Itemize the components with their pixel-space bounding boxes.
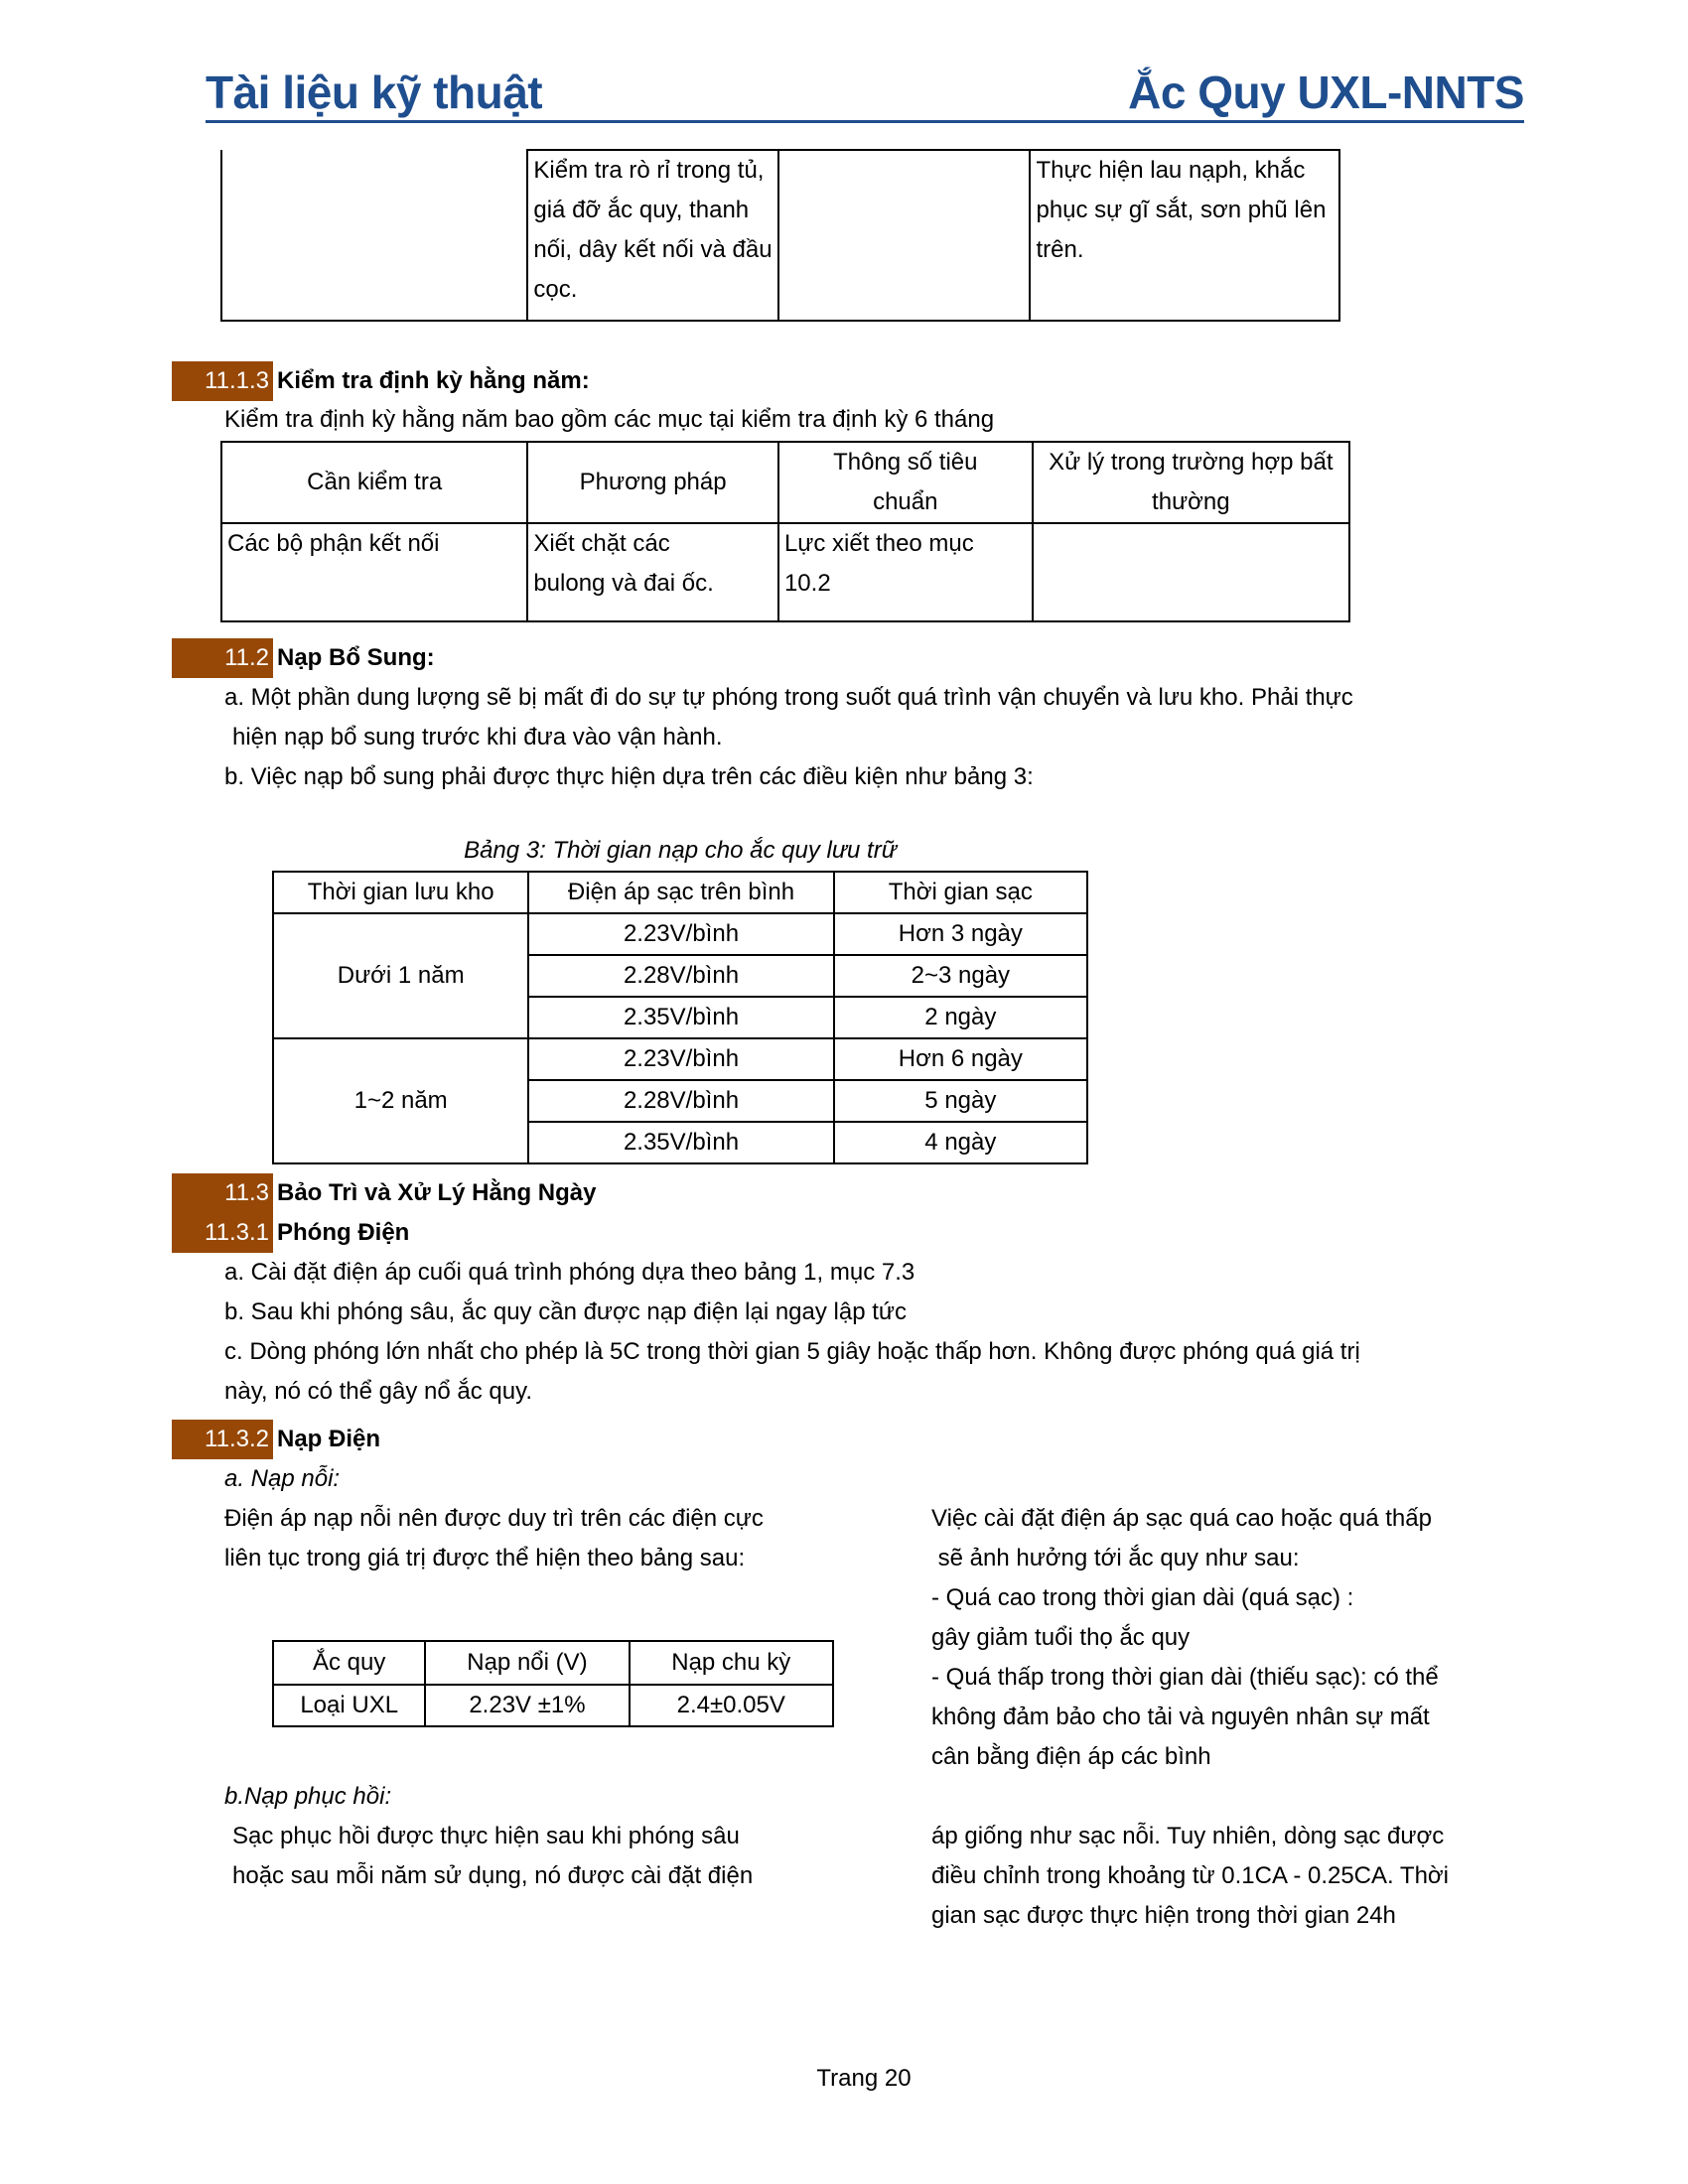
charge-time-cell: 2 ngày [834,997,1087,1038]
section-number-11-3: 11.3 [224,1179,269,1206]
table-cell: Thực hiện lau nạph, khắc phục sự gĩ sắt, sơn phũ lên trên. [1030,150,1339,321]
table-cell: Lực xiết theo mục 10.2 [778,523,1033,621]
recovery-text-right: gian sạc được thực hiện trong thời gian 24h [931,1902,1396,1929]
table-header-cell: Cần kiểm tra [221,442,527,523]
paragraph-a-line2: hiện nạp bổ sung trước khi đưa vào vận hành. [232,724,723,751]
table-header-row [273,872,1087,913]
voltage-cell: 2.35V/bình [528,997,833,1038]
float-charge-table [272,1640,834,1727]
table-row [273,1038,1087,1080]
voltage-effect-line: Việc cài đặt điện áp sạc quá cao hoặc quá thấp [931,1505,1432,1532]
table-cell: Xiết chặt các bulong và đai ốc. [527,523,778,621]
table-cell: Các bộ phận kết nối [221,523,527,621]
storage-period-cell: Dưới 1 năm [273,913,528,1038]
voltage-effect-line: - Quá cao trong thời gian dài (quá sạc) : [931,1584,1354,1611]
table-cell [1033,523,1349,621]
float-charge-heading: a. Nạp nỗi: [224,1465,341,1492]
section-intro: Kiểm tra định kỳ hằng năm bao gồm các mục tại kiểm tra định kỳ 6 tháng [224,406,995,433]
table-header-cell: Thời gian sạc [834,872,1087,913]
section-title-11-3-2: Nạp Điện [277,1426,381,1452]
voltage-cell: 2.35V/bình [528,1122,833,1163]
discharge-item-b: b. Sau khi phóng sâu, ắc quy cần được nạp điện lại ngay lập tức [224,1298,907,1325]
paragraph-b: b. Việc nạp bổ sung phải được thực hiện dựa trên các điều kiện như bảng 3: [224,763,1034,790]
doc-title-left: Tài liệu kỹ thuật [206,67,543,118]
table-header-cell: Thông số tiêu chuẩn [778,442,1033,523]
recovery-text-right: điều chỉnh trong khoảng từ 0.1CA - 0.25CA. Thời [931,1862,1450,1889]
section-title-11-2: Nạp Bổ Sung: [277,644,435,671]
storage-charge-table [272,871,1088,1164]
table-header-cell: Nạp chu kỳ [630,1641,833,1685]
recovery-charge-heading: b.Nạp phục hồi: [224,1783,392,1810]
charge-time-cell: 5 ngày [834,1080,1087,1122]
section-title-11-1-3: Kiểm tra định kỳ hằng năm: [277,367,590,394]
float-charge-text-line2: liên tục trong giá trị được thể hiện theo bảng sau: [224,1545,746,1571]
voltage-effect-line: không đảm bảo cho tải và nguyên nhân sự mất [931,1704,1430,1730]
charge-time-cell: 2~3 ngày [834,955,1087,997]
voltage-cell: 2.23V/bình [528,1038,833,1080]
voltage-cell: 2.28V/bình [528,955,833,997]
table-row [273,913,1087,955]
discharge-item-a: a. Cài đặt điện áp cuối quá trình phóng dựa theo bảng 1, mục 7.3 [224,1259,915,1286]
table-cell [221,150,527,321]
doc-title-right: Ắc Quy UXL-NNTS [1128,67,1524,118]
voltage-effect-line: gây giảm tuổi thọ ắc quy [931,1624,1191,1651]
table-row [273,1685,833,1726]
discharge-item-c-line2: này, nó có thể gây nổ ắc quy. [224,1378,532,1405]
annual-check-table [220,441,1350,622]
recovery-text-left: Sạc phục hồi được thực hiện sau khi phóng sâu [232,1823,740,1849]
table-header-row [221,442,1349,523]
table-cell [778,150,1030,321]
storage-period-cell: 1~2 năm [273,1038,528,1163]
charge-time-cell: Hơn 6 ngày [834,1038,1087,1080]
recovery-text-left: hoặc sau mỗi năm sử dụng, nó được cài đặt điện [232,1862,754,1889]
recovery-text-right: áp giống như sạc nỗi. Tuy nhiên, dòng sạc được [931,1823,1445,1849]
table-header-cell: Phương pháp [527,442,778,523]
discharge-item-c-line1: c. Dòng phóng lớn nhất cho phép là 5C trong thời gian 5 giây hoặc thấp hơn. Không được phóng quá giá trị [224,1338,1360,1365]
voltage-cell: 2.23V/bình [528,913,833,955]
section-title-11-3-1: Phóng Điện [277,1219,410,1246]
table-header-cell: Điện áp sạc trên bình [528,872,833,913]
voltage-effect-line: - Quá thấp trong thời gian dài (thiếu sạc): có thể [931,1664,1439,1691]
voltage-cell: 2.28V/bình [528,1080,833,1122]
voltage-effect-line: sẽ ảnh hưởng tới ắc quy như sau: [931,1545,1300,1571]
table-header-row [273,1641,833,1685]
charge-time-cell: Hơn 3 ngày [834,913,1087,955]
cycle-voltage-cell: 2.4±0.05V [630,1685,833,1726]
battery-type-cell: Loại UXL [273,1685,425,1726]
table-header-cell: Thời gian lưu kho [273,872,528,913]
maintenance-table-continued [220,149,1340,322]
paragraph-a-line1: a. Một phần dung lượng sẽ bị mất đi do sự tự phóng trong suốt quá trình vận chuyển và lưu kho. Phải thực [224,684,1353,711]
table-header-cell: Xử lý trong trường hợp bất thường [1033,442,1349,523]
float-charge-text-line1: Điện áp nạp nỗi nên được duy trì trên các điện cực [224,1505,764,1532]
section-number-11-3-2: 11.3.2 [172,1420,273,1459]
table-row [221,150,1339,321]
table-header-cell: Ắc quy [273,1641,425,1685]
header-underline [206,120,1524,123]
float-voltage-cell: 2.23V ±1% [425,1685,629,1726]
charge-time-cell: 4 ngày [834,1122,1087,1163]
table-row [221,523,1349,621]
table-caption: Bảng 3: Thời gian nạp cho ắc quy lưu trữ [464,837,897,864]
section-number-11-1-3: 11.1.3 [172,361,273,401]
section-number-11-3-1: 11.3.1 [205,1219,269,1246]
voltage-effect-line: cân bằng điện áp các bình [931,1743,1211,1770]
section-number-11-2: 11.2 [172,638,273,678]
table-header-cell: Nạp nổi (V) [425,1641,629,1685]
section-title-11-3: Bảo Trì và Xử Lý Hằng Ngày [277,1179,597,1206]
page-number: Trang 20 [816,2065,912,2092]
table-cell: Kiểm tra rò rỉ trong tủ, giá đỡ ắc quy, thanh nối, dây kết nối và đầu cọc. [527,150,778,321]
